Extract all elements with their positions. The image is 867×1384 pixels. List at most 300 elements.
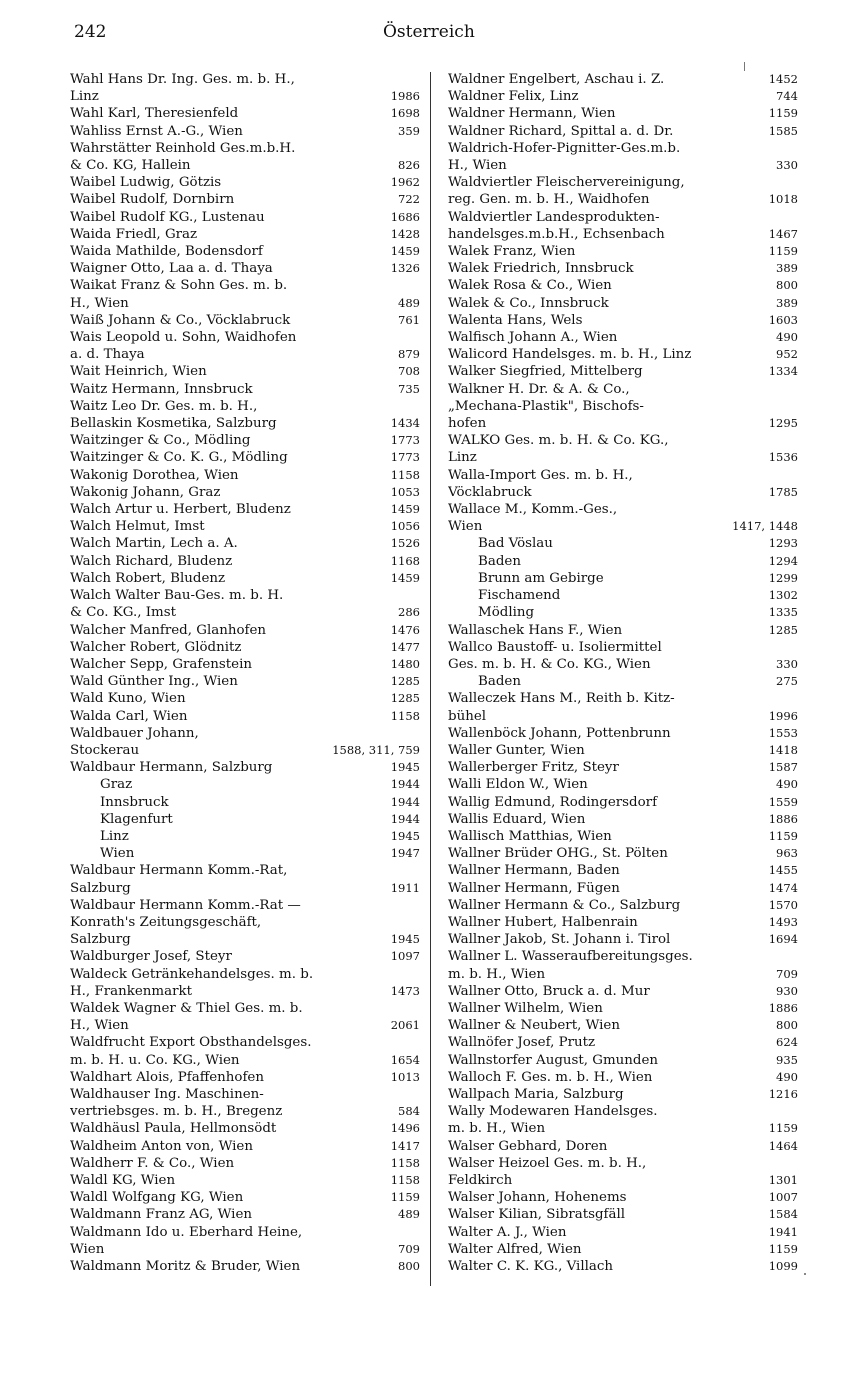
page-header: [0, 18, 867, 48]
entry-name: Waldheim Anton von, Wien: [70, 1138, 253, 1154]
index-entry: [448, 312, 798, 329]
entry-pages: 1452: [768, 72, 798, 86]
entry-pages: 744: [776, 89, 798, 104]
entry-pages: 1158: [390, 708, 420, 723]
index-subentry: [70, 828, 420, 845]
entry-pages: 1159: [768, 1241, 798, 1256]
column-divider: [430, 72, 431, 1286]
entry-pages: 1099: [768, 1259, 798, 1274]
entry-pages: 1585: [768, 123, 798, 138]
entry-name: Walch Robert, Bludenz: [70, 570, 226, 586]
entry-name: Waitzinger & Co. K. G., Mödling: [70, 450, 288, 466]
index-entry: [70, 708, 420, 725]
entry-pages: 1785: [768, 484, 798, 499]
entry-pages: 389: [776, 295, 798, 310]
index-entry: [70, 449, 420, 466]
index-entry: [448, 105, 798, 122]
entry-pages: 1962: [390, 175, 420, 190]
entry-name: Waigner Otto, Laa a. d. Thaya: [70, 261, 273, 277]
entry-pages: 1168: [390, 553, 420, 568]
index-entry: [70, 1224, 420, 1258]
entry-name: Waldmann Franz AG, Wien: [70, 1207, 252, 1223]
entry-name: Waibel Ludwig, Götzis: [70, 175, 222, 191]
entry-pages: 1773: [390, 433, 420, 448]
index-entry: [448, 1258, 798, 1275]
entry-name: Walser Gebhard, Doren: [448, 1138, 608, 1154]
entry-name: Wallner Otto, Bruck a. d. Mur: [448, 983, 650, 999]
entry-name: Waitz Hermann, Innsbruck: [70, 381, 253, 397]
index-entry: [448, 243, 798, 260]
index-entry: [70, 174, 420, 191]
index-entry: [448, 1155, 798, 1189]
entry-name: Waldbaur Hermann Komm.-Rat, Salzburg: [70, 863, 288, 896]
entry-name: Walser Kilian, Sibratsgfäll: [448, 1207, 626, 1223]
entry-name: Waldmann Moritz & Bruder, Wien: [70, 1259, 301, 1275]
entry-name: Klagenfurt: [100, 811, 173, 827]
entry-pages: 1459: [390, 570, 420, 585]
entry-name: Wais Leopold u. Sohn, Waidhofen a. d. Thaya: [70, 330, 297, 363]
index-entry: [448, 759, 798, 776]
entry-pages: 1944: [390, 777, 420, 792]
entry-name: Waitz Leo Dr. Ges. m. b. H., Bellaskin Kosmetika, Salzburg: [70, 398, 277, 432]
entry-pages: 1536: [768, 450, 798, 465]
index-entry: [70, 553, 420, 570]
entry-name: Waldbaur Hermann, Salzburg: [70, 760, 273, 776]
index-entry: [70, 1034, 420, 1068]
entry-name: Wahrstätter Reinhold Ges.m.b.H. & Co. KG, Hallein: [70, 140, 296, 174]
index-entry: [448, 622, 798, 639]
index-entry: [448, 983, 798, 1000]
index-entry: [70, 381, 420, 398]
index-entry: [70, 329, 420, 363]
entry-name: Walser Heizoel Ges. m. b. H., Feldkirch: [448, 1155, 647, 1188]
entry-pages: 735: [398, 381, 420, 396]
index-entry: [448, 1138, 798, 1155]
index-entry: [448, 1206, 798, 1223]
entry-pages: 1886: [768, 1000, 798, 1015]
index-entry: [70, 1069, 420, 1086]
entry-pages: 963: [776, 846, 798, 861]
entry-pages: 1459: [390, 502, 420, 517]
entry-name: Walker Siegfried, Mittelberg: [448, 364, 643, 380]
entry-pages: 952: [776, 347, 798, 362]
entry-pages: 1285: [768, 622, 798, 637]
entry-pages: 1018: [768, 192, 798, 207]
entry-name: Waibel Rudolf KG., Lustenau: [70, 209, 265, 225]
entry-pages: 1944: [390, 794, 420, 809]
entry-name: Waitzinger & Co., Mödling: [70, 433, 251, 449]
index-entry: [70, 1172, 420, 1189]
index-entry: [448, 845, 798, 862]
entry-pages: 286: [398, 605, 420, 620]
entry-pages: 490: [776, 1069, 798, 1084]
entry-pages: 1493: [768, 914, 798, 929]
index-entry: [448, 742, 798, 759]
entry-pages: 1158: [390, 1155, 420, 1170]
entry-name: Waldhauser Ing. Maschinen- vertriebsges. m. b. H., Bregenz: [70, 1086, 283, 1120]
entry-name: Bad Vöslau: [478, 536, 553, 552]
index-entry: [448, 914, 798, 931]
entry-name: Waldmann Ido u. Eberhard Heine, Wien: [70, 1224, 303, 1257]
index-entry: [70, 656, 420, 673]
entry-name: Walch Martin, Lech a. A.: [70, 536, 238, 552]
entry-pages: 1941: [768, 1224, 798, 1239]
entry-pages: 1417: [390, 1138, 420, 1153]
index-entry: [70, 1120, 420, 1137]
entry-pages: 1159: [768, 106, 798, 121]
index-entry: [448, 467, 798, 501]
index-entry: [70, 140, 420, 174]
entry-pages: 800: [776, 278, 798, 293]
entry-name: Walek Friedrich, Innsbruck: [448, 261, 634, 277]
entry-pages: 1996: [768, 708, 798, 723]
entry-name: Wald Kuno, Wien: [70, 691, 186, 707]
index-entry: [70, 191, 420, 208]
entry-name: Waldfrucht Export Obsthandelsges. m. b. H. u. Co. KG., Wien: [70, 1035, 312, 1068]
index-entry: [70, 690, 420, 707]
entry-name: Walter C. K. KG., Villach: [448, 1259, 614, 1275]
entry-pages: 722: [398, 192, 420, 207]
entry-pages: 1570: [768, 897, 798, 912]
entry-pages: 359: [398, 123, 420, 138]
index-entry: [70, 639, 420, 656]
entry-pages: 761: [398, 312, 420, 327]
entry-pages: 1945: [390, 932, 420, 947]
entry-pages: 1417, 1448: [732, 519, 798, 534]
index-subentry: [448, 535, 798, 552]
index-entry: [448, 1069, 798, 1086]
entry-pages: 879: [398, 347, 420, 362]
entry-name: Mödling: [478, 605, 535, 621]
entry-name: Walenta Hans, Wels: [448, 312, 583, 328]
entry-name: Wahliss Ernst A.-G., Wien: [70, 123, 243, 139]
entry-pages: 1584: [768, 1207, 798, 1222]
entry-pages: 330: [776, 656, 798, 671]
entry-name: Wallner Hermann & Co., Salzburg: [448, 897, 681, 913]
entry-pages: 1459: [390, 244, 420, 259]
entry-name: Walter Alfred, Wien: [448, 1241, 582, 1257]
entry-pages: 490: [776, 330, 798, 345]
entry-name: Waldeck Getränkehandelsges. m. b. H., Frankenmarkt: [70, 966, 314, 999]
entry-name: Wallner L. Wasseraufbereitungsges. m. b. H., Wien: [448, 949, 693, 982]
entry-pages: 1056: [390, 519, 420, 534]
entry-name: Wallace M., Komm.-Ges., Wien: [448, 502, 618, 535]
index-entry: [70, 243, 420, 260]
entry-name: Walek Franz, Wien: [448, 244, 576, 260]
entry-name: Waikat Franz & Sohn Ges. m. b. H., Wien: [70, 278, 288, 311]
right-column: [448, 71, 798, 1275]
entry-pages: 1299: [768, 570, 798, 585]
entry-pages: 489: [398, 295, 420, 310]
entry-name: Wallner Brüder OHG., St. Pölten: [448, 846, 668, 862]
index-entry: [448, 1086, 798, 1103]
entry-pages: 1480: [390, 656, 420, 671]
entry-pages: 1773: [390, 450, 420, 465]
entry-name: Walch Helmut, Imst: [70, 519, 205, 535]
entry-name: Wallisch Matthias, Wien: [448, 828, 612, 844]
entry-name: Waldbaur Hermann Komm.-Rat — Konrath's Zeitungsgeschäft, Salzburg: [70, 897, 301, 948]
entry-pages: 1686: [390, 209, 420, 224]
index-entry: [70, 312, 420, 329]
index-entry: [448, 862, 798, 879]
entry-name: Wallenböck Johann, Pottenbrunn: [448, 725, 671, 741]
entry-pages: 1553: [768, 725, 798, 740]
index-entry: [448, 897, 798, 914]
entry-pages: 1945: [390, 828, 420, 843]
entry-pages: 1334: [768, 364, 798, 379]
index-entry: [448, 260, 798, 277]
index-entry: [448, 277, 798, 294]
index-entry: [70, 948, 420, 965]
index-entry: [70, 1155, 420, 1172]
entry-name: Wien: [100, 846, 135, 862]
entry-name: Waldek Wagner & Thiel Ges. m. b. H., Wien: [70, 1000, 303, 1034]
index-entry: [70, 501, 420, 518]
index-entry: [448, 363, 798, 380]
index-entry: [70, 1086, 420, 1120]
index-entry: [70, 363, 420, 380]
entry-name: Walcher Manfred, Glanhofen: [70, 622, 267, 638]
index-entry: [70, 570, 420, 587]
entry-pages: 1694: [768, 932, 798, 947]
entry-name: Linz: [100, 828, 129, 844]
entry-name: Waldner Felix, Linz: [448, 89, 579, 105]
entry-pages: 1464: [768, 1138, 798, 1153]
entry-pages: 1434: [390, 416, 420, 431]
entry-name: Waldl KG, Wien: [70, 1173, 176, 1188]
entry-pages: 800: [398, 1259, 420, 1274]
entry-name: Waldhart Alois, Pfaffenhofen: [70, 1069, 264, 1085]
index-entry: [70, 587, 420, 621]
entry-pages: 1097: [390, 949, 420, 964]
index-entry: [448, 1103, 798, 1137]
entry-name: Walcher Sepp, Grafenstein: [70, 656, 252, 672]
entry-pages: 708: [398, 364, 420, 379]
index-subentry: [70, 811, 420, 828]
entry-pages: 1947: [390, 846, 420, 861]
entry-pages: 389: [776, 261, 798, 276]
entry-pages: 1986: [390, 89, 420, 104]
entry-name: Wait Heinrich, Wien: [70, 364, 207, 380]
entry-name: Waiß Johann & Co., Vöcklabruck: [70, 312, 291, 328]
index-entry: [448, 1017, 798, 1034]
entry-pages: 1911: [390, 880, 420, 895]
entry-name: Walkner H. Dr. & A. & Co., „Mechana-Plastik", Bischofs- hofen: [448, 381, 644, 432]
entry-pages: 1053: [390, 484, 420, 499]
index-entry: [70, 673, 420, 690]
entry-name: Brunn am Gebirge: [478, 570, 604, 586]
entry-name: Walcher Robert, Glödnitz: [70, 639, 242, 655]
entry-pages: 1159: [390, 1190, 420, 1205]
entry-name: Waldner Richard, Spittal a. d. Dr.: [448, 123, 674, 139]
index-subentry: [448, 587, 798, 604]
index-entry: [448, 346, 798, 363]
entry-name: Wallnstorfer August, Gmunden: [448, 1052, 659, 1068]
entry-name: Waldviertler Fleischervereinigung, reg. Gen. m. b. H., Waidhofen: [448, 175, 685, 208]
entry-pages: 330: [776, 158, 798, 173]
index-entry: [70, 398, 420, 432]
entry-pages: 1295: [768, 416, 798, 431]
index-entry: [448, 329, 798, 346]
entry-name: Wallner Jakob, St. Johann i. Tirol: [448, 932, 671, 948]
index-entry: [448, 811, 798, 828]
entry-name: Waldburger Josef, Steyr: [70, 949, 232, 965]
entry-name: Wallner Wilhelm, Wien: [448, 1000, 603, 1016]
entry-pages: 1474: [768, 880, 798, 895]
index-entry: [70, 277, 420, 311]
index-entry: [70, 622, 420, 639]
index-entry: [448, 432, 798, 466]
index-entry: [448, 88, 798, 105]
entry-name: Waldl Wolfgang KG, Wien: [70, 1190, 244, 1206]
index-entry: [448, 639, 798, 673]
index-entry: [448, 948, 798, 982]
entry-pages: 1007: [768, 1190, 798, 1205]
index-entry: [70, 71, 420, 105]
entry-pages: 2061: [390, 1018, 420, 1033]
index-entry: [448, 776, 798, 793]
entry-name: Walch Walter Bau-Ges. m. b. H. & Co. KG., Imst: [70, 588, 284, 621]
entry-name: Waldhäusl Paula, Hellmonsödt: [70, 1121, 277, 1137]
entry-pages: 800: [776, 1018, 798, 1033]
entry-name: Walli Eldon W., Wien: [448, 777, 588, 793]
entry-name: Waldner Engelbert, Aschau i. Z.: [448, 72, 665, 87]
entry-name: Baden: [478, 674, 521, 690]
entry-name: Wahl Karl, Theresienfeld: [70, 106, 239, 122]
entry-pages: 1496: [390, 1121, 420, 1136]
index-entry: [448, 140, 798, 174]
index-entry: [448, 1052, 798, 1069]
index-entry: [70, 759, 420, 776]
index-entry: [448, 880, 798, 897]
entry-pages: 709: [398, 1241, 420, 1256]
entry-pages: 1603: [768, 312, 798, 327]
entry-name: Waida Mathilde, Bodensdorf: [70, 244, 263, 260]
index-subentry: [70, 794, 420, 811]
entry-name: Walch Richard, Bludenz: [70, 553, 233, 569]
entry-pages: 1467: [768, 226, 798, 241]
entry-pages: 1294: [768, 553, 798, 568]
entry-pages: 1216: [768, 1086, 798, 1101]
entry-name: Wakonig Dorothea, Wien: [70, 467, 239, 483]
entry-pages: 1159: [768, 244, 798, 259]
entry-pages: 1293: [768, 536, 798, 551]
index-entry: [70, 1258, 420, 1275]
index-entry: [448, 725, 798, 742]
entry-pages: 624: [776, 1035, 798, 1050]
index-entry: [70, 966, 420, 1000]
entry-pages: 1335: [768, 605, 798, 620]
entry-pages: 490: [776, 777, 798, 792]
entry-pages: 709: [776, 966, 798, 981]
index-entry: [448, 295, 798, 312]
index-entry: [448, 794, 798, 811]
entry-pages: 930: [776, 983, 798, 998]
entry-name: Wallpach Maria, Salzburg: [448, 1086, 624, 1102]
index-entry: [448, 1224, 798, 1241]
entry-pages: 935: [776, 1052, 798, 1067]
index-subentry: [448, 553, 798, 570]
entry-name: Walch Artur u. Herbert, Bludenz: [70, 502, 291, 518]
entry-pages: 1158: [390, 1173, 420, 1187]
entry-name: Waldviertler Landesprodukten- handelsges.m.b.H., Echsenbach: [448, 209, 665, 242]
entry-name: Wallner Hubert, Halbenrain: [448, 914, 638, 930]
index-entry: [448, 174, 798, 208]
entry-name: Wallner Hermann, Fügen: [448, 880, 620, 896]
entry-pages: 1698: [390, 106, 420, 121]
entry-name: Waller Gunter, Wien: [448, 742, 585, 758]
index-entry: [448, 381, 798, 433]
index-subentry: [448, 604, 798, 621]
entry-pages: 1159: [768, 828, 798, 843]
entry-pages: 1285: [390, 691, 420, 706]
entry-pages: 1588, 311, 759: [332, 742, 420, 757]
entry-pages: 1587: [768, 760, 798, 775]
index-entry: [448, 1189, 798, 1206]
index-entry: [70, 209, 420, 226]
scan-mark: [744, 62, 745, 71]
entry-name: Fischamend: [478, 588, 561, 604]
entry-name: WALKO Ges. m. b. H. & Co. KG., Linz: [448, 433, 669, 466]
index-entry: [448, 71, 798, 88]
index-entry: [70, 725, 420, 759]
index-entry: [448, 1034, 798, 1051]
entry-pages: 1285: [390, 674, 420, 689]
entry-name: Walfisch Johann A., Wien: [448, 330, 618, 346]
index-entry: [70, 1000, 420, 1034]
entry-name: Wallaschek Hans F., Wien: [448, 622, 623, 638]
index-subentry: [70, 776, 420, 793]
entry-name: Graz: [100, 777, 133, 793]
entry-name: Wald Günther Ing., Wien: [70, 674, 238, 690]
entry-name: Wallco Baustoff- u. Isoliermittel Ges. m. b. H. & Co. KG., Wien: [448, 639, 662, 672]
index-entry: [70, 1206, 420, 1223]
entry-pages: 1302: [768, 588, 798, 603]
index-entry: [448, 123, 798, 140]
index-entry: [448, 828, 798, 845]
index-entry: [70, 484, 420, 501]
index-subentry: [448, 570, 798, 587]
entry-name: Walla-Import Ges. m. b. H., Vöcklabruck: [448, 467, 633, 500]
entry-name: Wakonig Johann, Graz: [70, 484, 221, 500]
left-column: [70, 71, 420, 1275]
index-entry: [70, 518, 420, 535]
entry-name: Baden: [478, 553, 521, 569]
entry-name: Wally Modewaren Handelsges. m. b. H., Wien: [448, 1104, 658, 1137]
index-entry: [70, 123, 420, 140]
index-entry: [448, 931, 798, 948]
entry-name: Walicord Handelsges. m. b. H., Linz: [448, 347, 692, 363]
entry-name: Walek & Co., Innsbruck: [448, 295, 609, 311]
entry-pages: 1418: [768, 742, 798, 757]
entry-name: Waldrich-Hofer-Pignitter-Ges.m.b. H., Wien: [448, 140, 681, 174]
entry-pages: 1886: [768, 811, 798, 826]
entry-name: Wallis Eduard, Wien: [448, 811, 586, 827]
entry-pages: 1428: [390, 226, 420, 241]
entry-name: Walleczek Hans M., Reith b. Kitz- bühel: [448, 691, 675, 724]
index-entry: [448, 209, 798, 243]
entry-pages: 1159: [768, 1121, 798, 1136]
entry-name: Wallerberger Fritz, Steyr: [448, 760, 619, 776]
entry-name: Waldbauer Johann, Stockerau: [70, 725, 199, 758]
entry-pages: 1473: [390, 983, 420, 998]
index-entry: [448, 690, 798, 724]
entry-pages: 1476: [390, 622, 420, 637]
index-entry: [448, 1000, 798, 1017]
index-subentry: [70, 845, 420, 862]
page-title: Österreich: [383, 22, 475, 42]
index-entry: [448, 501, 798, 535]
